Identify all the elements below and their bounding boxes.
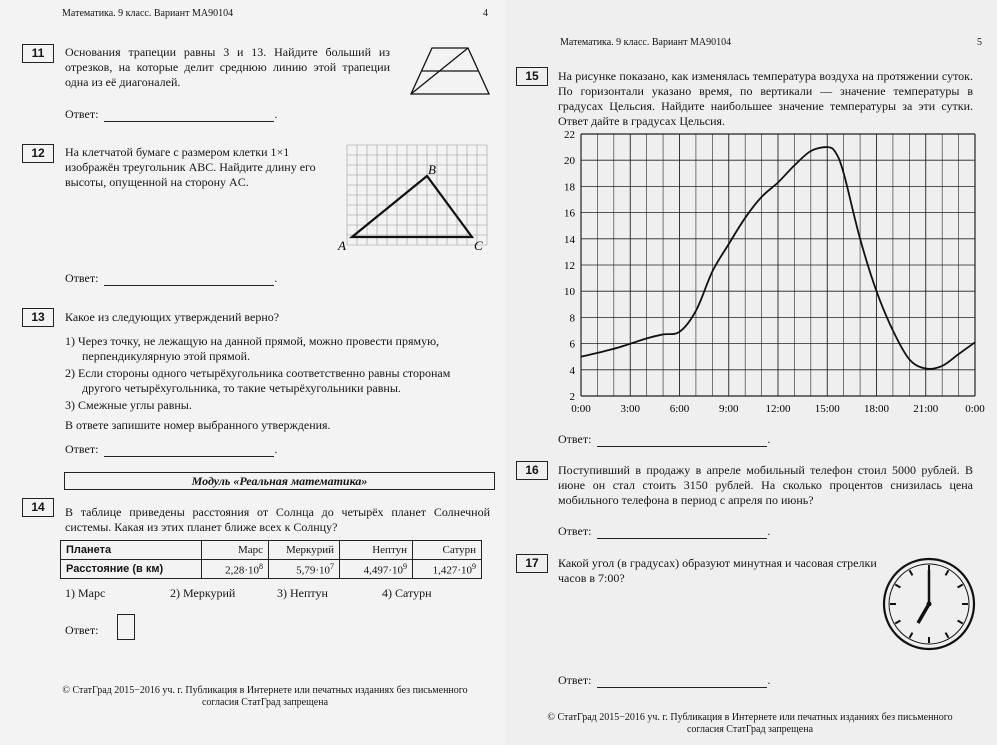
question-number-14: 14 — [22, 498, 54, 517]
question-number-11: 11 — [22, 44, 54, 63]
y-tick-label: 12 — [564, 260, 575, 272]
answer-label: Ответ: — [558, 432, 592, 446]
answer-label: Ответ: — [65, 107, 99, 121]
clock-tick — [946, 633, 949, 638]
distance-exponent: 9 — [472, 561, 476, 571]
answer-label: Ответ: — [65, 442, 99, 456]
q14-option-3: 3) Нептун — [277, 586, 328, 600]
answer-box-14[interactable] — [117, 614, 135, 640]
distance-mantissa: 4,497·10 — [363, 564, 403, 577]
option-3: 3) Смежные углы равны. — [65, 398, 192, 412]
left-footer — [40, 685, 490, 709]
y-tick-label: 16 — [564, 207, 575, 220]
question-number-13: 13 — [22, 308, 54, 327]
planet-name: Меркурий — [269, 541, 340, 560]
q14-option-2: 2) Меркурий — [170, 586, 236, 600]
answer-17: Ответ: . — [558, 673, 771, 687]
footer-line-1: © СтатГрад 2015−2016 уч. г. Публикация в Интернете или печатных изданиях без письменного — [62, 685, 468, 696]
question-11-text: Основания трапеции равны 3 и 13. Найдите больший из отрезков, на которые делит среднюю линию этой трапеции одна из её диагоналей. — [65, 45, 390, 89]
y-tick-label: 20 — [564, 155, 575, 168]
clock-tick — [910, 570, 913, 575]
y-tick-label: 18 — [564, 181, 575, 194]
option-2: 2) Если стороны одного четырёхугольника соответственно равны сторонам другого четырёхугольника, то такие четырёхугольники равны. — [65, 366, 451, 395]
x-axis-labels — [571, 403, 985, 415]
right-page — [505, 0, 997, 745]
question-14-text: В таблице приведены расстояния от Солнца до четырёх планет Солнечной системы. Какая из этих планет ближе всех к Солнцу? — [65, 505, 490, 534]
clock-tick — [946, 570, 949, 575]
clock-tick — [910, 633, 913, 638]
clock-tick — [895, 621, 900, 624]
right-page-number: 5 — [977, 37, 982, 48]
answer-13: Ответ: . — [65, 442, 278, 456]
question-number-16: 16 — [516, 461, 548, 480]
clock-tick — [958, 585, 963, 588]
footer-line-2: согласия СтатГрад запрещена — [686, 724, 814, 735]
question-number-17: 17 — [516, 554, 548, 573]
planet-name: Марс — [202, 541, 269, 560]
answer-16: Ответ: . — [558, 524, 771, 538]
module-title: Модуль «Реальная математика» — [64, 472, 495, 490]
distance-value — [340, 560, 413, 579]
question-16-text: Поступивший в продажу в апреле мобильный телефон стоил 5000 рублей. В июне он стал стоить 3150 рублей. На сколько процентов снизилась цена мобильного телефона в период с апреля по июнь? — [558, 463, 973, 507]
table-row-label: Планета — [61, 541, 202, 560]
planet-name: Сатурн — [413, 541, 482, 560]
x-tick-label: 9:00 — [718, 403, 739, 415]
planet-name: Нептун — [340, 541, 413, 560]
distance-mantissa: 5,79·10 — [296, 564, 330, 577]
planets-table — [60, 540, 482, 579]
question-13-options — [65, 334, 490, 413]
y-tick-label: 22 — [564, 129, 575, 141]
footer-line-2: согласия СтатГрад запрещена — [201, 697, 329, 708]
trapezoid-figure — [408, 44, 492, 98]
right-header-title: Математика. 9 класс. Вариант МА90104 — [560, 37, 732, 48]
question-13-text: Какое из следующих утверждений верно? — [65, 310, 280, 324]
y-axis-labels — [564, 129, 576, 403]
option-1: 1) Через точку, не лежащую на данной прямой, можно провести прямую, перпендикулярную этой прямой. — [65, 334, 440, 363]
chart-grid — [581, 134, 975, 396]
question-13-instruction: В ответе запишите номер выбранного утверждения. — [65, 418, 331, 432]
answer-12: Ответ: . — [65, 271, 278, 285]
x-tick-label: 3:00 — [620, 403, 641, 415]
y-tick-label: 4 — [569, 364, 575, 377]
table-row-label: Расстояние (в км) — [61, 560, 202, 579]
distance-value — [413, 560, 482, 579]
question-15-text: На рисунке показано, как изменялась температура воздуха на протяжении суток. По горизонтали указано время, по вертикали — значение температуры в градусах Цельсия. Найдите наибольшее значение температуры за эти сутки. Ответ дайте в градусах Цельсия. — [558, 69, 973, 128]
x-tick-label: 0:00 — [571, 403, 591, 415]
table-row — [61, 541, 482, 560]
x-tick-label: 0:00 — [965, 403, 985, 415]
question-12-text: На клетчатой бумаге с размером клетки 1×1 изображён треугольник ABC. Найдите длину его высоты, опущенной на сторону AC. — [65, 145, 316, 189]
answer-field-16[interactable] — [597, 527, 767, 539]
y-tick-label: 10 — [564, 286, 575, 299]
answer-field-11[interactable] — [104, 110, 274, 122]
answer-label: Ответ: — [65, 623, 99, 637]
q14-option-4: 4) Сатурн — [382, 586, 432, 600]
question-17-text: Какой угол (в градусах) образуют минутная и часовая стрелки часов в 7:00? — [558, 556, 877, 585]
right-footer — [515, 712, 985, 736]
answer-label: Ответ: — [558, 524, 592, 538]
vertex-a-label: A — [338, 238, 346, 253]
clock-figure — [881, 556, 977, 652]
left-header-title: Математика. 9 класс. Вариант МА90104 — [62, 8, 234, 19]
left-page-number: 4 — [483, 8, 488, 19]
clock-tick — [958, 621, 963, 624]
answer-15: Ответ: . — [558, 432, 771, 446]
temperature-chart — [551, 126, 997, 419]
distance-mantissa: 1,427·10 — [432, 564, 472, 577]
answer-label: Ответ: — [65, 271, 99, 285]
answer-field-15[interactable] — [597, 435, 767, 447]
distance-exponent: 8 — [259, 561, 263, 571]
vertex-c-label: C — [474, 238, 483, 253]
question-number-12: 12 — [22, 144, 54, 163]
x-tick-label: 15:00 — [814, 403, 840, 415]
footer-line-1: © СтатГрад 2015−2016 уч. г. Публикация в Интернете или печатных изданиях без письменного — [547, 712, 953, 723]
table-row — [61, 560, 482, 579]
hour-hand — [918, 604, 929, 623]
x-tick-label: 21:00 — [913, 403, 939, 415]
distance-exponent: 9 — [403, 561, 407, 571]
answer-field-12[interactable] — [104, 274, 274, 286]
answer-label: Ответ: — [558, 673, 592, 687]
distance-mantissa: 2,28·10 — [225, 564, 259, 577]
grid-triangle-figure — [335, 142, 495, 254]
distance-value — [202, 560, 269, 579]
x-tick-label: 12:00 — [765, 403, 791, 415]
answer-field-13[interactable] — [104, 445, 274, 457]
answer-field-17[interactable] — [597, 676, 767, 688]
y-tick-label: 8 — [569, 312, 575, 325]
x-tick-label: 18:00 — [863, 403, 890, 415]
question-number-15: 15 — [516, 67, 548, 86]
answer-11: Ответ: . — [65, 107, 278, 121]
distance-value — [269, 560, 340, 579]
q14-option-1: 1) Марс — [65, 586, 106, 600]
x-tick-label: 6:00 — [669, 403, 690, 415]
distance-exponent: 7 — [330, 561, 334, 571]
y-tick-label: 6 — [569, 338, 575, 351]
clock-tick — [895, 585, 900, 588]
vertex-b-label: B — [428, 162, 436, 177]
y-tick-label: 2 — [569, 391, 575, 403]
y-tick-label: 14 — [564, 233, 575, 246]
